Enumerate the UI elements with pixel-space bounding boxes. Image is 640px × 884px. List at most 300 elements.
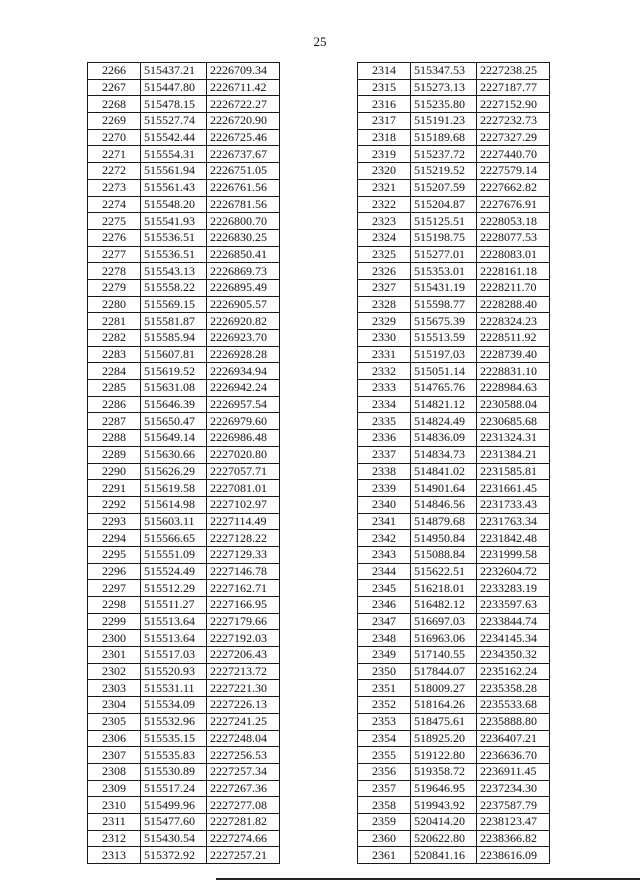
x-coordinate-cell: 515551.09	[141, 546, 207, 563]
point-number-cell: 2272	[88, 163, 141, 180]
x-coordinate-cell: 515598.77	[411, 296, 477, 313]
coordinates-table-right	[357, 62, 550, 864]
y-coordinate-cell: 2226895.49	[207, 279, 280, 296]
point-number-cell: 2317	[358, 113, 411, 130]
point-number-cell: 2326	[358, 263, 411, 280]
x-coordinate-cell: 515235.80	[411, 96, 477, 113]
x-coordinate-cell: 515535.83	[141, 747, 207, 764]
coordinates-table-right-body	[358, 63, 550, 864]
point-number-cell: 2353	[358, 713, 411, 730]
x-coordinate-cell: 515622.51	[411, 563, 477, 580]
y-coordinate-cell: 2238616.09	[477, 847, 550, 864]
y-coordinate-cell: 2227102.97	[207, 496, 280, 513]
table-row	[358, 263, 550, 280]
y-coordinate-cell: 2226781.56	[207, 196, 280, 213]
y-coordinate-cell: 2227213.72	[207, 663, 280, 680]
point-number-cell: 2277	[88, 246, 141, 263]
table-row	[358, 463, 550, 480]
point-number-cell: 2298	[88, 597, 141, 614]
y-coordinate-cell: 2227221.30	[207, 680, 280, 697]
table-row	[88, 647, 280, 664]
x-coordinate-cell: 515478.15	[141, 96, 207, 113]
point-number-cell: 2281	[88, 313, 141, 330]
y-coordinate-cell: 2231384.21	[477, 446, 550, 463]
point-number-cell: 2337	[358, 446, 411, 463]
x-coordinate-cell: 514834.73	[411, 446, 477, 463]
table-row	[88, 213, 280, 230]
x-coordinate-cell: 515535.15	[141, 730, 207, 747]
table-row	[88, 363, 280, 380]
x-coordinate-cell: 515554.31	[141, 146, 207, 163]
y-coordinate-cell: 2227241.25	[207, 713, 280, 730]
y-coordinate-cell: 2227081.01	[207, 480, 280, 497]
table-row	[88, 797, 280, 814]
y-coordinate-cell: 2231999.58	[477, 546, 550, 563]
table-row	[88, 830, 280, 847]
x-coordinate-cell: 515541.93	[141, 213, 207, 230]
y-coordinate-cell: 2235358.28	[477, 680, 550, 697]
y-coordinate-cell: 2228984.63	[477, 380, 550, 397]
table-row	[358, 697, 550, 714]
point-number-cell: 2283	[88, 346, 141, 363]
x-coordinate-cell: 515603.11	[141, 513, 207, 530]
x-coordinate-cell: 514901.64	[411, 480, 477, 497]
table-row	[88, 79, 280, 96]
x-coordinate-cell: 515534.09	[141, 697, 207, 714]
x-coordinate-cell: 519943.92	[411, 797, 477, 814]
point-number-cell: 2340	[358, 496, 411, 513]
y-coordinate-cell: 2226934.94	[207, 363, 280, 380]
point-number-cell: 2300	[88, 630, 141, 647]
y-coordinate-cell: 2230685.68	[477, 413, 550, 430]
y-coordinate-cell: 2226711.42	[207, 79, 280, 96]
x-coordinate-cell: 514765.76	[411, 380, 477, 397]
x-coordinate-cell: 515543.13	[141, 263, 207, 280]
table-row	[358, 663, 550, 680]
point-number-cell: 2282	[88, 330, 141, 347]
x-coordinate-cell: 515511.27	[141, 597, 207, 614]
x-coordinate-cell: 515204.87	[411, 196, 477, 213]
x-coordinate-cell: 518475.61	[411, 713, 477, 730]
y-coordinate-cell: 2228831.10	[477, 363, 550, 380]
y-coordinate-cell: 2228083.01	[477, 246, 550, 263]
point-number-cell: 2354	[358, 730, 411, 747]
y-coordinate-cell: 2235162.24	[477, 663, 550, 680]
table-row	[358, 597, 550, 614]
point-number-cell: 2324	[358, 229, 411, 246]
table-row	[88, 663, 280, 680]
point-number-cell: 2302	[88, 663, 141, 680]
y-coordinate-cell: 2227152.90	[477, 96, 550, 113]
table-row	[358, 780, 550, 797]
point-number-cell: 2297	[88, 580, 141, 597]
table-row	[358, 480, 550, 497]
x-coordinate-cell: 514846.56	[411, 496, 477, 513]
y-coordinate-cell: 2227327.29	[477, 129, 550, 146]
x-coordinate-cell: 515536.51	[141, 246, 207, 263]
table-row	[358, 763, 550, 780]
point-number-cell: 2334	[358, 396, 411, 413]
point-number-cell: 2292	[88, 496, 141, 513]
table-row	[88, 480, 280, 497]
x-coordinate-cell: 515347.53	[411, 63, 477, 80]
point-number-cell: 2332	[358, 363, 411, 380]
table-row	[358, 63, 550, 80]
x-coordinate-cell: 515566.65	[141, 530, 207, 547]
point-number-cell: 2338	[358, 463, 411, 480]
x-coordinate-cell: 515531.11	[141, 680, 207, 697]
x-coordinate-cell: 515513.64	[141, 613, 207, 630]
x-coordinate-cell: 515513.64	[141, 630, 207, 647]
point-number-cell: 2278	[88, 263, 141, 280]
point-number-cell: 2299	[88, 613, 141, 630]
y-coordinate-cell: 2226800.70	[207, 213, 280, 230]
table-row	[88, 697, 280, 714]
table-row	[88, 380, 280, 397]
y-coordinate-cell: 2227226.13	[207, 697, 280, 714]
x-coordinate-cell: 519646.95	[411, 780, 477, 797]
table-row	[358, 330, 550, 347]
y-coordinate-cell: 2226830.25	[207, 229, 280, 246]
y-coordinate-cell: 2227274.66	[207, 830, 280, 847]
point-number-cell: 2314	[358, 63, 411, 80]
point-number-cell: 2344	[358, 563, 411, 580]
x-coordinate-cell: 515614.98	[141, 496, 207, 513]
x-coordinate-cell: 515548.20	[141, 196, 207, 213]
x-coordinate-cell: 515626.29	[141, 463, 207, 480]
point-number-cell: 2348	[358, 630, 411, 647]
y-coordinate-cell: 2235533.68	[477, 697, 550, 714]
point-number-cell: 2350	[358, 663, 411, 680]
x-coordinate-cell: 515536.51	[141, 229, 207, 246]
table-row	[88, 279, 280, 296]
table-row	[358, 580, 550, 597]
table-row	[358, 613, 550, 630]
table-row	[358, 496, 550, 513]
point-number-cell: 2311	[88, 813, 141, 830]
point-number-cell: 2316	[358, 96, 411, 113]
table-row	[358, 830, 550, 847]
x-coordinate-cell: 515051.14	[411, 363, 477, 380]
x-coordinate-cell: 520841.16	[411, 847, 477, 864]
point-number-cell: 2303	[88, 680, 141, 697]
table-row	[358, 546, 550, 563]
table-row	[88, 530, 280, 547]
y-coordinate-cell: 2228211.70	[477, 279, 550, 296]
x-coordinate-cell: 515675.39	[411, 313, 477, 330]
point-number-cell: 2310	[88, 797, 141, 814]
table-row	[358, 146, 550, 163]
table-row	[88, 563, 280, 580]
table-row	[358, 563, 550, 580]
y-coordinate-cell: 2228288.40	[477, 296, 550, 313]
x-coordinate-cell: 514824.49	[411, 413, 477, 430]
point-number-cell: 2289	[88, 446, 141, 463]
table-row	[88, 96, 280, 113]
point-number-cell: 2285	[88, 380, 141, 397]
point-number-cell: 2309	[88, 780, 141, 797]
y-coordinate-cell: 2227676.91	[477, 196, 550, 213]
point-number-cell: 2267	[88, 79, 141, 96]
y-coordinate-cell: 2227166.95	[207, 597, 280, 614]
x-coordinate-cell: 515512.29	[141, 580, 207, 597]
x-coordinate-cell: 515447.80	[141, 79, 207, 96]
x-coordinate-cell: 515125.51	[411, 213, 477, 230]
point-number-cell: 2290	[88, 463, 141, 480]
y-coordinate-cell: 2238123.47	[477, 813, 550, 830]
table-row	[88, 463, 280, 480]
y-coordinate-cell: 2231763.34	[477, 513, 550, 530]
y-coordinate-cell: 2231585.81	[477, 463, 550, 480]
x-coordinate-cell: 515650.47	[141, 413, 207, 430]
y-coordinate-cell: 2226869.73	[207, 263, 280, 280]
x-coordinate-cell: 518925.20	[411, 730, 477, 747]
y-coordinate-cell: 2226923.70	[207, 330, 280, 347]
table-row	[358, 296, 550, 313]
point-number-cell: 2306	[88, 730, 141, 747]
point-number-cell: 2301	[88, 647, 141, 664]
y-coordinate-cell: 2227248.04	[207, 730, 280, 747]
point-number-cell: 2274	[88, 196, 141, 213]
point-number-cell: 2329	[358, 313, 411, 330]
x-coordinate-cell: 515607.81	[141, 346, 207, 363]
point-number-cell: 2273	[88, 179, 141, 196]
y-coordinate-cell: 2226722.27	[207, 96, 280, 113]
x-coordinate-cell: 520622.80	[411, 830, 477, 847]
y-coordinate-cell: 2231324.31	[477, 430, 550, 447]
x-coordinate-cell: 515517.24	[141, 780, 207, 797]
y-coordinate-cell: 2236911.45	[477, 763, 550, 780]
table-row	[358, 96, 550, 113]
y-coordinate-cell: 2228053.18	[477, 213, 550, 230]
point-number-cell: 2327	[358, 279, 411, 296]
x-coordinate-cell: 516218.01	[411, 580, 477, 597]
x-coordinate-cell: 515530.89	[141, 763, 207, 780]
x-coordinate-cell: 515273.13	[411, 79, 477, 96]
point-number-cell: 2315	[358, 79, 411, 96]
y-coordinate-cell: 2228739.40	[477, 346, 550, 363]
table-row	[88, 730, 280, 747]
table-row	[358, 380, 550, 397]
table-row	[358, 113, 550, 130]
y-coordinate-cell: 2226942.24	[207, 380, 280, 397]
point-number-cell: 2266	[88, 63, 141, 80]
point-number-cell: 2313	[88, 847, 141, 864]
point-number-cell: 2318	[358, 129, 411, 146]
y-coordinate-cell: 2227277.08	[207, 797, 280, 814]
table-row	[358, 530, 550, 547]
table-row	[88, 713, 280, 730]
y-coordinate-cell: 2227179.66	[207, 613, 280, 630]
table-row	[88, 263, 280, 280]
x-coordinate-cell: 515437.21	[141, 63, 207, 80]
point-number-cell: 2346	[358, 597, 411, 614]
table-row	[88, 163, 280, 180]
table-row	[88, 446, 280, 463]
y-coordinate-cell: 2226751.05	[207, 163, 280, 180]
y-coordinate-cell: 2227267.36	[207, 780, 280, 797]
table-row	[358, 79, 550, 96]
y-coordinate-cell: 2236636.70	[477, 747, 550, 764]
table-row	[358, 730, 550, 747]
x-coordinate-cell: 514841.02	[411, 463, 477, 480]
point-number-cell: 2331	[358, 346, 411, 363]
point-number-cell: 2336	[358, 430, 411, 447]
x-coordinate-cell: 515517.03	[141, 647, 207, 664]
point-number-cell: 2319	[358, 146, 411, 163]
x-coordinate-cell: 515219.52	[411, 163, 477, 180]
x-coordinate-cell: 517140.55	[411, 647, 477, 664]
table-row	[88, 330, 280, 347]
x-coordinate-cell: 515197.03	[411, 346, 477, 363]
x-coordinate-cell: 519122.80	[411, 747, 477, 764]
table-row	[358, 413, 550, 430]
y-coordinate-cell: 2227232.73	[477, 113, 550, 130]
x-coordinate-cell: 515430.54	[141, 830, 207, 847]
point-number-cell: 2333	[358, 380, 411, 397]
footer-rule	[216, 878, 640, 880]
table-row	[358, 129, 550, 146]
y-coordinate-cell: 2227257.34	[207, 763, 280, 780]
point-number-cell: 2330	[358, 330, 411, 347]
x-coordinate-cell: 518164.26	[411, 697, 477, 714]
x-coordinate-cell: 514879.68	[411, 513, 477, 530]
table-row	[358, 396, 550, 413]
point-number-cell: 2339	[358, 480, 411, 497]
point-number-cell: 2325	[358, 246, 411, 263]
y-coordinate-cell: 2234145.34	[477, 630, 550, 647]
x-coordinate-cell: 514821.12	[411, 396, 477, 413]
x-coordinate-cell: 515619.52	[141, 363, 207, 380]
x-coordinate-cell: 515513.59	[411, 330, 477, 347]
table-row	[88, 613, 280, 630]
y-coordinate-cell: 2227281.82	[207, 813, 280, 830]
y-coordinate-cell: 2228324.23	[477, 313, 550, 330]
table-row	[358, 847, 550, 864]
y-coordinate-cell: 2227440.70	[477, 146, 550, 163]
x-coordinate-cell: 515237.72	[411, 146, 477, 163]
x-coordinate-cell: 515353.01	[411, 263, 477, 280]
x-coordinate-cell: 515088.84	[411, 546, 477, 563]
table-row	[88, 747, 280, 764]
x-coordinate-cell: 516963.06	[411, 630, 477, 647]
x-coordinate-cell: 515431.19	[411, 279, 477, 296]
point-number-cell: 2335	[358, 413, 411, 430]
y-coordinate-cell: 2227238.25	[477, 63, 550, 80]
x-coordinate-cell: 515646.39	[141, 396, 207, 413]
table-row	[88, 63, 280, 80]
point-number-cell: 2269	[88, 113, 141, 130]
x-coordinate-cell: 515520.93	[141, 663, 207, 680]
point-number-cell: 2347	[358, 613, 411, 630]
y-coordinate-cell: 2231842.48	[477, 530, 550, 547]
point-number-cell: 2279	[88, 279, 141, 296]
table-row	[88, 113, 280, 130]
y-coordinate-cell: 2227162.71	[207, 580, 280, 597]
x-coordinate-cell: 517844.07	[411, 663, 477, 680]
x-coordinate-cell: 516697.03	[411, 613, 477, 630]
point-number-cell: 2321	[358, 179, 411, 196]
point-number-cell: 2355	[358, 747, 411, 764]
x-coordinate-cell: 515189.68	[411, 129, 477, 146]
point-number-cell: 2343	[358, 546, 411, 563]
y-coordinate-cell: 2237234.30	[477, 780, 550, 797]
table-row	[358, 313, 550, 330]
table-row	[88, 813, 280, 830]
table-row	[88, 229, 280, 246]
y-coordinate-cell: 2237587.79	[477, 797, 550, 814]
table-row	[88, 546, 280, 563]
point-number-cell: 2341	[358, 513, 411, 530]
point-number-cell: 2352	[358, 697, 411, 714]
table-row	[88, 246, 280, 263]
point-number-cell: 2320	[358, 163, 411, 180]
x-coordinate-cell: 515277.01	[411, 246, 477, 263]
x-coordinate-cell: 519358.72	[411, 763, 477, 780]
y-coordinate-cell: 2227129.33	[207, 546, 280, 563]
x-coordinate-cell: 518009.27	[411, 680, 477, 697]
table-row	[358, 430, 550, 447]
point-number-cell: 2304	[88, 697, 141, 714]
table-row	[358, 813, 550, 830]
x-coordinate-cell: 515499.96	[141, 797, 207, 814]
x-coordinate-cell: 515477.60	[141, 813, 207, 830]
table-row	[88, 179, 280, 196]
page-number: 25	[313, 34, 327, 49]
point-number-cell: 2294	[88, 530, 141, 547]
y-coordinate-cell: 2235888.80	[477, 713, 550, 730]
table-row	[88, 780, 280, 797]
point-number-cell: 2323	[358, 213, 411, 230]
y-coordinate-cell: 2236407.21	[477, 730, 550, 747]
table-row	[358, 513, 550, 530]
table-row	[88, 313, 280, 330]
y-coordinate-cell: 2226957.54	[207, 396, 280, 413]
table-row	[88, 680, 280, 697]
table-row	[88, 430, 280, 447]
y-coordinate-cell: 2238366.82	[477, 830, 550, 847]
x-coordinate-cell: 515585.94	[141, 330, 207, 347]
y-coordinate-cell: 2226850.41	[207, 246, 280, 263]
x-coordinate-cell: 515542.44	[141, 129, 207, 146]
point-number-cell: 2361	[358, 847, 411, 864]
y-coordinate-cell: 2230588.04	[477, 396, 550, 413]
point-number-cell: 2357	[358, 780, 411, 797]
y-coordinate-cell: 2227128.22	[207, 530, 280, 547]
point-number-cell: 2291	[88, 480, 141, 497]
table-row	[88, 196, 280, 213]
x-coordinate-cell: 515207.59	[411, 179, 477, 196]
table-row	[358, 713, 550, 730]
point-number-cell: 2342	[358, 530, 411, 547]
point-number-cell: 2356	[358, 763, 411, 780]
table-row	[88, 346, 280, 363]
y-coordinate-cell: 2231661.45	[477, 480, 550, 497]
point-number-cell: 2360	[358, 830, 411, 847]
x-coordinate-cell: 515198.75	[411, 229, 477, 246]
y-coordinate-cell: 2226928.28	[207, 346, 280, 363]
y-coordinate-cell: 2226986.48	[207, 430, 280, 447]
point-number-cell: 2284	[88, 363, 141, 380]
y-coordinate-cell: 2233597.63	[477, 597, 550, 614]
y-coordinate-cell: 2227662.82	[477, 179, 550, 196]
table-row	[88, 296, 280, 313]
point-number-cell: 2305	[88, 713, 141, 730]
point-number-cell: 2268	[88, 96, 141, 113]
point-number-cell: 2345	[358, 580, 411, 597]
table-row	[358, 446, 550, 463]
point-number-cell: 2293	[88, 513, 141, 530]
